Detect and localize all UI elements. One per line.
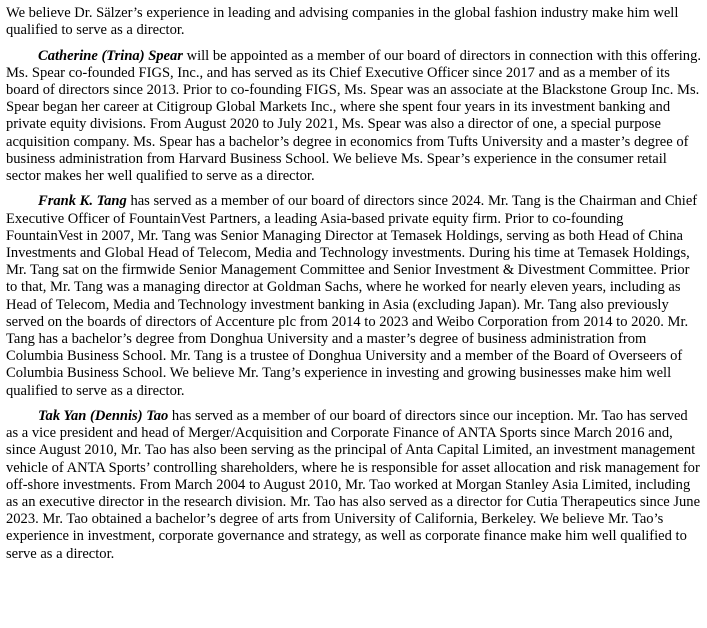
paragraph-spear-bio: [6, 48, 701, 186]
paragraph-text: has served as a member of our board of directors since our inception. Mr. Tao has served as a vice president and head of Merger/Acquisition and Corporate Finance of ANTA Sports since March 2016 and, since August 2010, Mr. Tao has also been serving as the principal of Anta Capital Limited, an investment management vehicle of ANTA Sports’ controlling shareholders, where he is responsible for asset allocation and risk management for off-shore investments. From March 2004 to August 2010, Mr. Tao worked at Morgan Stanley Asia Limited, including as an executive director in the research division. Mr. Tao has also served as a director for Cutia Therapeutics since June 2023. Mr. Tao obtained a bachelor’s degree of arts from University of California, Berkeley. We believe Mr. Tao’s experience in investment, corporate governance and strategy, as well as corporate finance make him well qualified to serve as a director.: [6, 408, 701, 562]
director-name-spear: Catherine (Trina) Spear: [38, 47, 183, 64]
paragraph-text: has served as a member of our board of directors since 2024. Mr. Tang is the Chairman and Chief Executive Officer of FountainVest Partners, a leading Asia-based private equity firm. Prior to co-founding FountainVest in 2007, Mr. Tang was Senior Managing Director at Temasek Holdings, serving as both Head of China Investments and Global Head of Telecom, Media and Technology investments. During his time at Temasek Holdings, Mr. Tang sat on the firmwide Senior Management Committee and Senior Investment & Divestment Committee. Prior to that, Mr. Tang was a managing director at Goldman Sachs, where he worked for nearly eleven years, including as Head of Telecom, Media and Technology investment banking in Asia (excluding Japan). Mr. Tang also previously served on the boards of directors of Accenture plc from 2014 to 2023 and Weibo Corporation from 2014 to 2020. Mr. Tang has a bachelor’s degree from Donghua University and a master’s degree of business administration from Columbia Business School. Mr. Tang is a trustee of Donghua University and a member of the Board of Overseers of Columbia Business School. We believe Mr. Tang’s experience in investing and growing businesses make him well qualified to serve as a director.: [6, 193, 698, 399]
director-name-tang: Frank K. Tang: [38, 193, 127, 210]
paragraph-tao-bio: [6, 408, 701, 563]
director-name-tao: Tak Yan (Dennis) Tao: [38, 408, 169, 425]
paragraph-tang-bio: [6, 193, 701, 399]
paragraph-text: We believe Dr. Sälzer’s experience in leading and advising companies in the global fashion industry make him well qualified to serve as a director.: [6, 5, 679, 39]
paragraph-text: will be appointed as a member of our board of directors in connection with this offering. Ms. Spear co-founded FIGS, Inc., and has served as its Chief Executive Officer since 2017 and as a member of its board of directors since 2013. Prior to co-founding FIGS, Ms. Spear was an associate at the Blackstone Group Inc. Ms. Spear began her career at Citigroup Global Markets Inc., where she spent four years in its investment banking and private equity divisions. From August 2020 to July 2021, Ms. Spear was also a director of one, a special purpose acquisition company. Ms. Spear has a bachelor’s degree in economics from Tufts University and a master’s degree of business administration from Harvard Business School. We believe Ms. Spear’s experience in the consumer retail sector makes her well qualified to serve as a director.: [6, 47, 701, 185]
paragraph-salzer-conclusion: [6, 5, 701, 39]
